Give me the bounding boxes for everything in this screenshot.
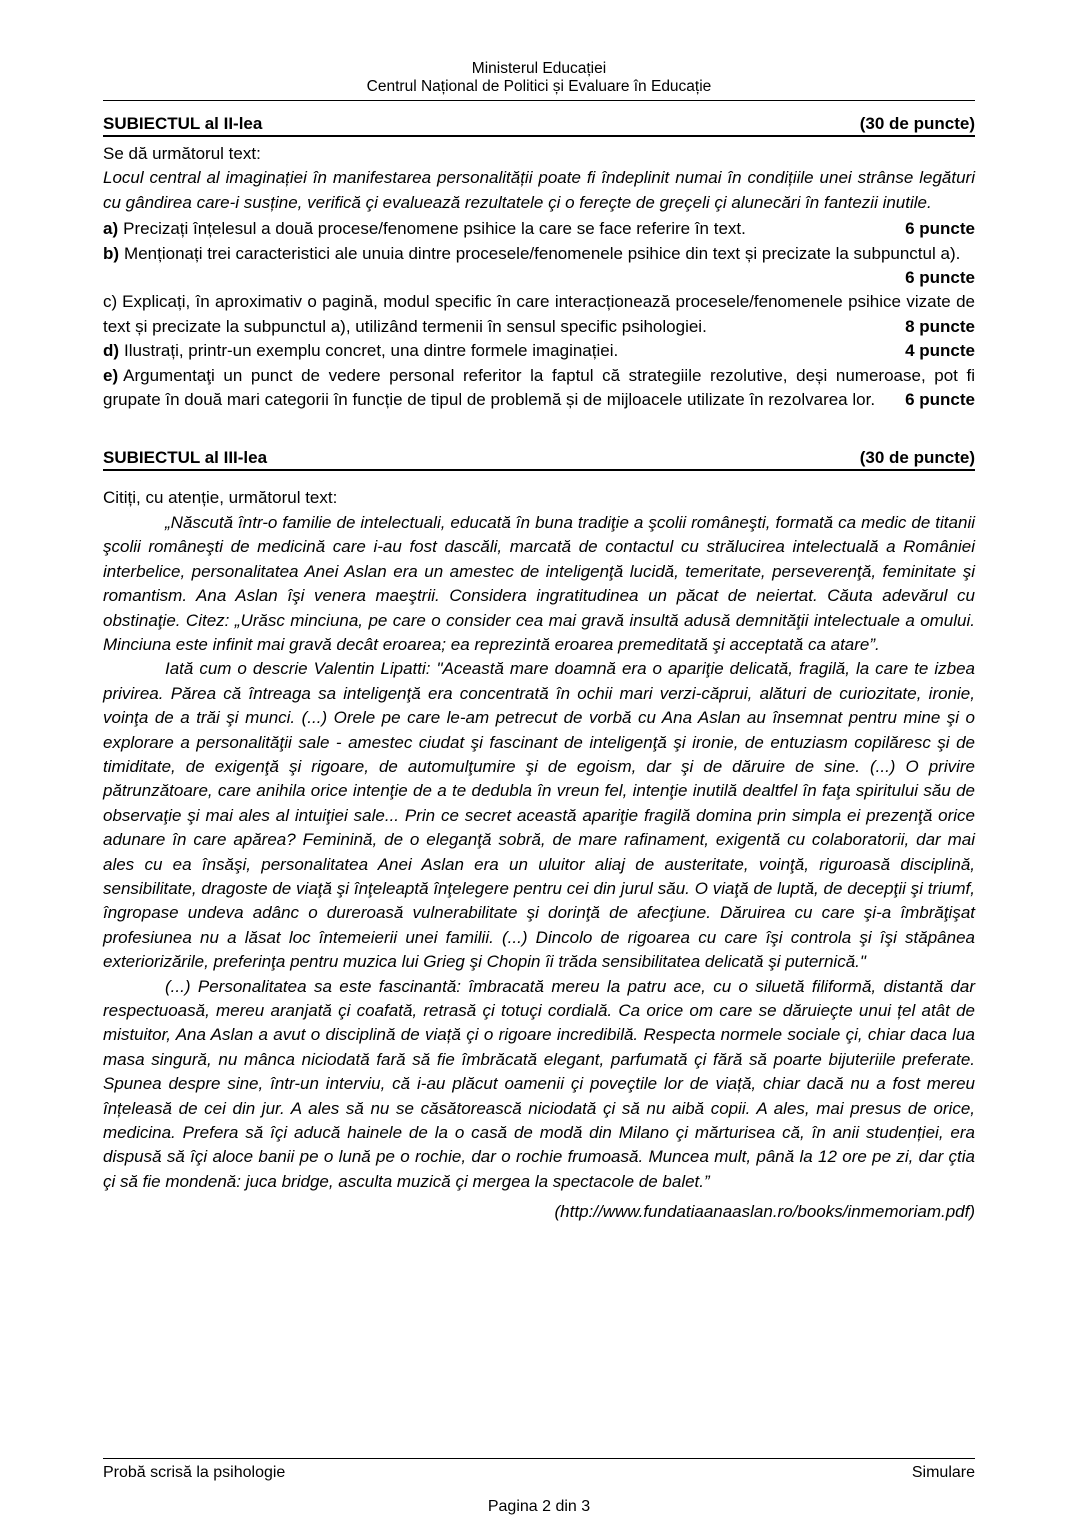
document-footer [103,1458,975,1516]
page-number: Pagina 2 din 3 [487,1498,591,1515]
reading-paragraph-2: Iată cum o descrie Valentin Lipatti: "Această mare doamnă era o apariţie delicată, fragilă, la care te izbea privirea. Părea că întreaga sa inteligenţă era concentrată în ochii mari verzi-căprui, alături de curiozitate, ironie, voinţa de a trăi şi munci. (...) Orele pe care le-am petrecut de vorbă cu Ana Aslan au însemnat pentru mine şi o explorare a personalităţii sale - amestec ciudat şi fascinant de inteligenţă şi ironie, de entuziasm copilăresc şi de timiditate, de exigenţă şi rigoare, de automulţumire şi de egoism, dar şi de dăruire de sine. (...) O privire pătrunzătoare, care anihila orice intenţie de a te dedubla în vreun fel, intenţie inutilă dealtfel în faţa spiritului său de observaţie şi mai ales al intuiţiei sale... Prin ce secret această apariţie fragilă domina prin simpla ei prezenţă orice adunare în care apărea? Feminină, de o eleganţă sobră, de mare rafinament, exigentă cu colaboratorii, dar mai ales cu ea însăşi, personalitatea Anei Aslan era un uluitor aliaj de austeritate, voinţă, riguroasă disciplină, sensibilitate, dragoste de viaţă şi înţeleaptă înţelegere pentru cei din jurul său. O viaţă de luptă, de decepţii şi triumf, îngropase undeva adânc o dureroasă vulnerabilitate şi dorinţă de afecţiune. Dăruirea cu care şi-a îmbrăţişat profesiunea nu a lăsat loc întemeierii unei familii. (...) Dincolo de rigoarea cu care îşi controla şi îşi stăpânea exteriorizările, preferinţa pentru muzica lui Grieg şi Chopin îi trăda sensibilitatea delicată şi puternică." [103,659,975,972]
subject-3-title: SUBIECTUL al III-lea [103,448,268,468]
item-d-prefix: d) [103,341,120,361]
item-e-text: Argumentaţi un punct de vedere personal referitor la faptul că strategiile rezolutive, deși numeroase, pot fi grupate în două mari categorii în funcție de tipul de problemă și de mijloacele utilizate în rezolvarea lor. [103,365,975,410]
item-c-prefix: c) [103,292,118,312]
center-name: Centrul Național de Politici și Evaluare în Educație [366,78,712,95]
item-c-points: 8 puncte [905,316,975,336]
reading-paragraph-3: (...) Personalitatea sa este fascinantă: îmbracată mereu la patru ace, cu o siluetă filiformă, distantă dar respectuoasă, mereu aranjată çi coafată, retrasă çi totuçi cordială. Ca orice om care se dăruieçte unui țel atât de mistuitor, Ana Aslan a avut o disciplină de viață çi o rigoare incredibilă. Respecta normele sociale çi, chiar daca lua masa singură, nu mânca niciodată fară să fie îmbrăcată elegant, parfumată çi fără să poarte bijuteriile preferate. Spunea despre sine, într-un interviu, că i-au plăcut oamenii çi poveçtile lor de viață, chiar dacă nu a fost mereu înțeleasă de cei din jur. A ales să nu se căsătorească niciodată çi să nu aibă copii. A ales, mai presus de orice, medicina. Prefera să îçi aducă hainele de la o casă de modă din Milano çi mărturisea că, în anii studenției, era dispusă să îçi aloce banii pe o lună pe o rochie, dar o rochie frumoasă. Muncea mult, până la 12 ore pe zi, dar çtia çi să fie mondenă: juca bridge, asculta muzică çi mergea la spectacole de balet.” [103,976,975,1191]
item-c-text: Explicați, în aproximativ o pagină, modul specific în care interacționează procesele/fenomenele psihice vizate de text și precizate la subpunctul a), utilizând termenii în sensul specific psihologiei. [103,292,975,336]
footer-divider [103,1458,975,1459]
subject-2-title: SUBIECTUL al II-lea [103,114,263,133]
item-a-prefix: a) [103,219,119,239]
reading-paragraph-1: „Născută într-o familie de intelectuali, educată în buna tradiţie a şcolii româneşti, formată ca medic de titanii şcolii româneşti de medicină care i-au fost dascăli, marcată de contactul cu strălucirea intelectuală a României interbelice, personalitatea Anei Aslan era un amestec de inteligenţă lucidă, temeritate, perseverenţă, feminitate şi romantism. Ana Aslan îşi venera maeştrii. Considera ingratitudinea un păcat de neiertat. Căuta adevărul cu obstinaţie. Citez: „Urăsc minciuna, pe care o consider cea mai gravă insultă adusă demnităţii intelectuale a omului. Minciuna este infinit mai gravă decât eroarea; ea reprezintă eroarea premeditată şi acceptată ca atare”. [103,512,975,654]
subject-2-title-row [103,114,975,137]
item-a-text: Precizați înțelesul a două procese/fenomene psihice la care se face referire în text. [123,219,746,239]
header-divider [103,100,975,101]
subject-3-section [103,448,975,1224]
item-d-points: 4 puncte [905,341,975,361]
item-a-points: 6 puncte [905,219,975,239]
task-items [103,217,975,412]
footer-row [103,1463,975,1482]
task-item-c [103,290,975,339]
subject-2-quote: Locul central al imaginației în manifestarea personalității poate fi îndeplinit numai în condițiile unei strânse legături cu gândirea care-i susține, verifică çi evaluează rezultatele çi o fereçte de greçeli çi alunecări în fantezii inutile. [103,168,975,212]
task-item-d [103,339,975,363]
item-b-prefix: b) [103,243,120,263]
item-b-points: 6 puncte [905,268,975,288]
item-e-prefix: e) [103,365,119,385]
subject-3-title-row [103,448,975,471]
item-b-text: Menționați trei caracteristici ale unuia dintre procesele/fenomenele psihice din text și precizate la subpunctul a). [124,243,961,263]
item-e-points: 6 puncte [905,390,975,410]
subject-3-intro: Citiți, cu atenție, următorul text: [103,488,338,508]
exam-type-label: Simulare [911,1464,975,1481]
subject-2-section [103,114,975,412]
task-item-a [103,217,975,241]
item-d-text: Ilustrați, printr-un exemplu concret, una dintre formele imaginației. [124,341,619,361]
subject-2-intro: Se dă următorul text: [103,144,261,163]
subject-2-points: (30 de puncte) [859,114,975,133]
exam-subject-label: Probă scrisă la psihologie [103,1464,286,1481]
source-citation: (http://www.fundatiaanaaslan.ro/books/inmemoriam.pdf) [554,1202,975,1222]
task-item-b [103,242,975,291]
subject-3-points: (30 de puncte) [859,448,975,468]
ministry-name: Ministerul Educației [471,60,607,77]
document-header [103,60,975,96]
task-item-e [103,364,975,413]
